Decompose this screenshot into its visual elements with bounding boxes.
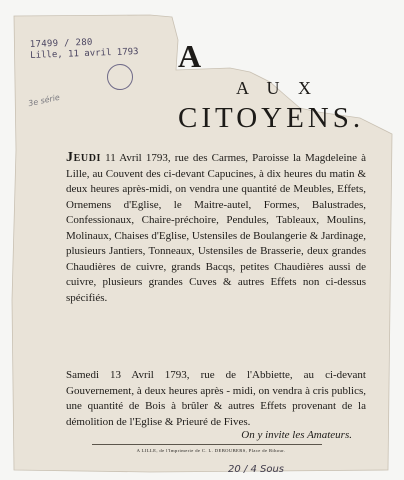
notice-body-1: 11 Avril 1793, rue des Carmes, Paroisse la Magdeleine à Lille, au Couvent des ci-devant Capucines, à dix heures du matin & deux heures après-midi, on vendra une quantité de Meubles, Effets, Ornemens d'Eglise, le Maitre-autel, Formes, Balustrades, Confessionaux, Chaire-préchoire, Pendules, Tableaux, Moulins, Molinaux, Chaises d'Eglise, Ustensiles de Boulangerie & Jardinage, plusieurs Jantiers, Tonneaux, Ustensiles de Brasserie, deux grandes Chaudières de cuivre, grands Bacqs, petites Chaudières aussi de cuivre, plusieurs grandes Cuves & autres Effets non ci-dessus spécifiés.	[66, 152, 366, 304]
archive-reference: 17499 / 280 Lille, 11 avril 1793	[29, 37, 139, 61]
title-line-1: A	[178, 38, 204, 74]
notice-lead-word: Jeudi	[66, 150, 102, 165]
handwritten-folio: 20 / 4 Sous	[228, 464, 285, 475]
printer-imprint: A LILLE, de l'Imprimerie de C. L. DEBOUBERS, Place de Rihour.	[136, 448, 286, 453]
divider-rule	[92, 444, 322, 445]
notice-paragraph-1	[66, 150, 366, 306]
title-line-2: A U X	[236, 78, 319, 98]
invitation-line: On y invite les Amateurs.	[241, 429, 352, 441]
pencil-annotation: 3e série	[27, 92, 61, 109]
notice-body-2: Samedi 13 Avril 1793, rue de l'Abbiette, au ci-devant Gouvernement, à deux heures après - midi, on vendra à cris publics, une quantité de Bois à brûler & autres Effets provenant de la démolition de l'Eglise & Prieuré de Fives.	[66, 369, 366, 428]
title-line-3: CITOYENS.	[178, 102, 365, 134]
library-stamp	[107, 64, 133, 90]
notice-paragraph-2	[66, 368, 366, 430]
